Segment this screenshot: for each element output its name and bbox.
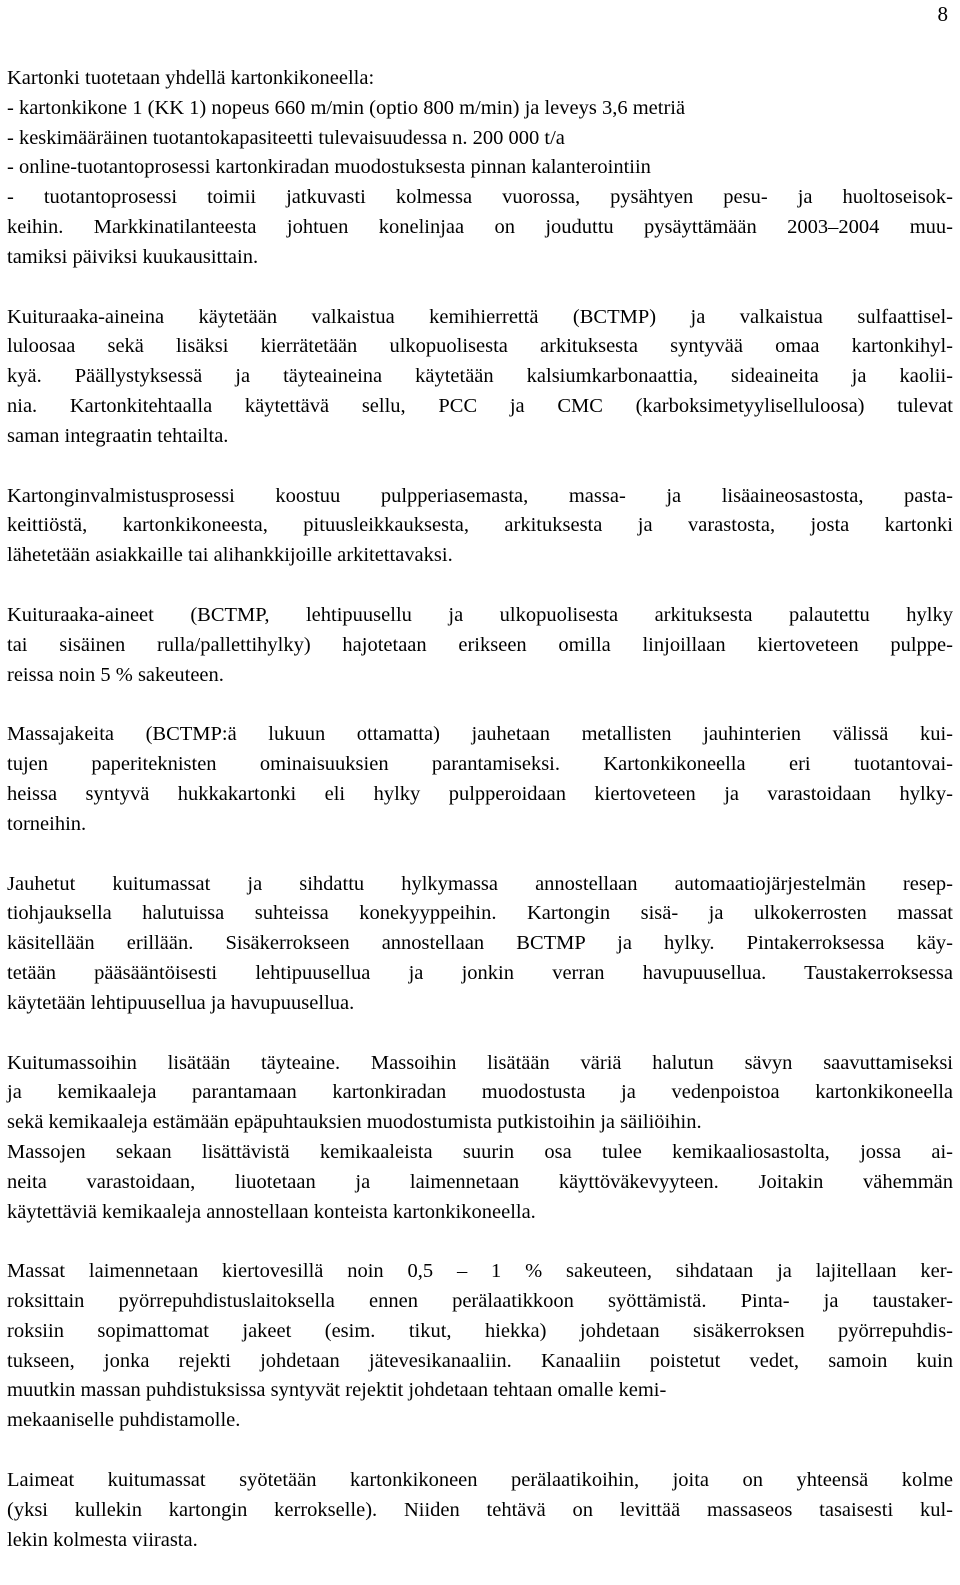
text-line: muutkin massan puhdistuksissa syntyvät rejektit johdetaan tehtaan omalle kemi-	[7, 1379, 667, 1402]
text-line: heissa syntyvä hukkakartonki eli hylky pulpperoidaan kiertoveteen ja varastoidaan hylky-	[7, 782, 953, 805]
text-line: roksittain pyörrepuhdistuslaitoksella ennen perälaatikkoon syöttämistä. Pinta- ja taustaker-	[7, 1290, 953, 1313]
text-line: Massojen sekaan lisättävistä kemikaaleista suurin osa tulee kemikaaliosastolta, jossa ai-	[7, 1140, 953, 1163]
page-number: 8	[937, 2, 948, 26]
text-line: neita varastoidaan, liuotetaan ja laimennetaan käyttöväkevyyteen. Joitakin vähemmän	[7, 1170, 953, 1193]
text-line: lekin kolmesta viirasta.	[7, 1528, 198, 1551]
paragraph	[7, 482, 953, 571]
text-line: keittiöstä, kartonkikoneesta, pituusleikkauksesta, arkituksesta ja varastosta, josta kartonki	[7, 514, 953, 537]
text-line: - tuotantoprosessi toimii jatkuvasti kolmessa vuorossa, pysähtyen pesu- ja huoltoseisok-	[7, 186, 953, 209]
text-line: sekä kemikaaleja estämään epäpuhtauksien muodostumista putkistoihin ja säiliöihin.	[7, 1111, 702, 1134]
text-line: kyä. Päällystyksessä ja täyteaineina käytetään kalsiumkarbonaattia, sideaineita ja kaolii-	[7, 365, 953, 388]
paragraph	[7, 64, 953, 273]
text-line: Massat laimennetaan kiertovesillä noin 0,5 – 1 % sakeuteen, sihdataan ja lajitellaan ker-	[7, 1260, 953, 1283]
paragraph	[7, 870, 953, 1019]
text-line: käsitellään erillään. Sisäkerrokseen annostellaan BCTMP ja hylky. Pintakerroksessa käy-	[7, 932, 953, 955]
text-line: Kartonki tuotetaan yhdellä kartonkikoneella:	[7, 67, 375, 89]
text-line: reissa noin 5 % sakeuteen.	[7, 663, 224, 686]
text-line: Kartonginvalmistusprosessi koostuu pulpperiasemasta, massa- ja lisäaineosastosta, pasta-	[7, 484, 953, 507]
text-line: torneihin.	[7, 812, 87, 835]
paragraph	[7, 601, 953, 690]
text-line: luloosaa sekä lisäksi kierrätetään ulkopuolisesta arkituksesta syntyvää omaa kartonkihyl-	[7, 335, 953, 358]
text-line: ja kemikaaleja parantamaan kartonkiradan muodostusta ja vedenpoistoa kartonkikoneella	[7, 1081, 953, 1104]
text-line: saman integraatin tehtailta.	[7, 424, 229, 447]
text-line: tiohjauksella halutuissa suhteissa konekyyppeihin. Kartongin sisä- ja ulkokerrosten massat	[7, 902, 953, 925]
document-body	[7, 64, 953, 1585]
text-line: roksiin sopimattomat jakeet (esim. tikut, hiekka) johdetaan sisäkerroksen pyörrepuhdis-	[7, 1319, 953, 1342]
paragraph	[7, 720, 953, 839]
text-line: mekaaniselle puhdistamolle.	[7, 1409, 241, 1432]
paragraph	[7, 1466, 953, 1555]
text-line: nia. Kartonkitehtaalla käytettävä sellu, PCC ja CMC (karboksimetyyliselluloosa) tulevat	[7, 394, 953, 417]
text-line: Laimeat kuitumassat syötetään kartonkikoneen perälaatikoihin, joita on yhteensä kolme	[7, 1469, 953, 1492]
text-line: tamiksi päiviksi kuukausittain.	[7, 245, 259, 268]
text-line: keihin. Markkinatilanteesta johtuen konelinjaa on jouduttu pysäyttämään 2003–2004 muu-	[7, 215, 953, 238]
text-line: Kuituraaka-aineet (BCTMP, lehtipuusellu ja ulkopuolisesta arkituksesta palautettu hylky	[7, 603, 953, 626]
text-line: Kuitumassoihin lisätään täyteaine. Massoihin lisätään väriä halutun sävyn saavuttamiseksi	[7, 1051, 953, 1074]
text-line: (yksi kullekin kartongin kerrokselle). Niiden tehtävä on levittää massaseos tasaisesti kul-	[7, 1498, 953, 1521]
text-line: - kartonkikone 1 (KK 1) nopeus 660 m/min (optio 800 m/min) ja leveys 3,6 metriä	[7, 96, 686, 119]
paragraph	[7, 1049, 953, 1228]
text-line: tukseen, jonka rejekti johdetaan jätevesikanaaliin. Kanaaliin poistetut vedet, samoin kuin	[7, 1349, 953, 1372]
text-line: tai sisäinen rulla/pallettihylky) hajotetaan erikseen omilla linjoillaan kiertoveteen pulppe-	[7, 633, 953, 656]
text-line: käytettäviä kemikaaleja annostellaan konteista kartonkikoneella.	[7, 1200, 536, 1223]
text-line: Kuituraaka-aineina käytetään valkaistua kemihierrettä (BCTMP) ja valkaistua sulfaattisel-	[7, 305, 953, 328]
paragraph	[7, 303, 953, 452]
text-line: - keskimääräinen tuotantokapasiteetti tulevaisuudessa n. 200 000 t/a	[7, 126, 565, 149]
text-line: lähetetään asiakkaille tai alihankkijoille arkitettavaksi.	[7, 544, 453, 567]
text-line: tetään pääsääntöisesti lehtipuusellua ja jonkin verran havupuusellua. Taustakerroksessa	[7, 961, 953, 984]
text-line: - online-tuotantoprosessi kartonkiradan muodostuksesta pinnan kalanterointiin	[7, 156, 651, 179]
text-line: käytetään lehtipuusellua ja havupuusellua.	[7, 991, 355, 1014]
paragraph	[7, 1257, 953, 1436]
text-line: tujen paperiteknisten ominaisuuksien parantamiseksi. Kartonkikoneella eri tuotantovai-	[7, 753, 953, 776]
text-line: Jauhetut kuitumassat ja sihdattu hylkymassa annostellaan automaatiojärjestelmän resep-	[7, 872, 953, 895]
text-line: Massajakeita (BCTMP:ä lukuun ottamatta) jauhetaan metallisten jauhinterien välissä kui-	[7, 723, 953, 746]
